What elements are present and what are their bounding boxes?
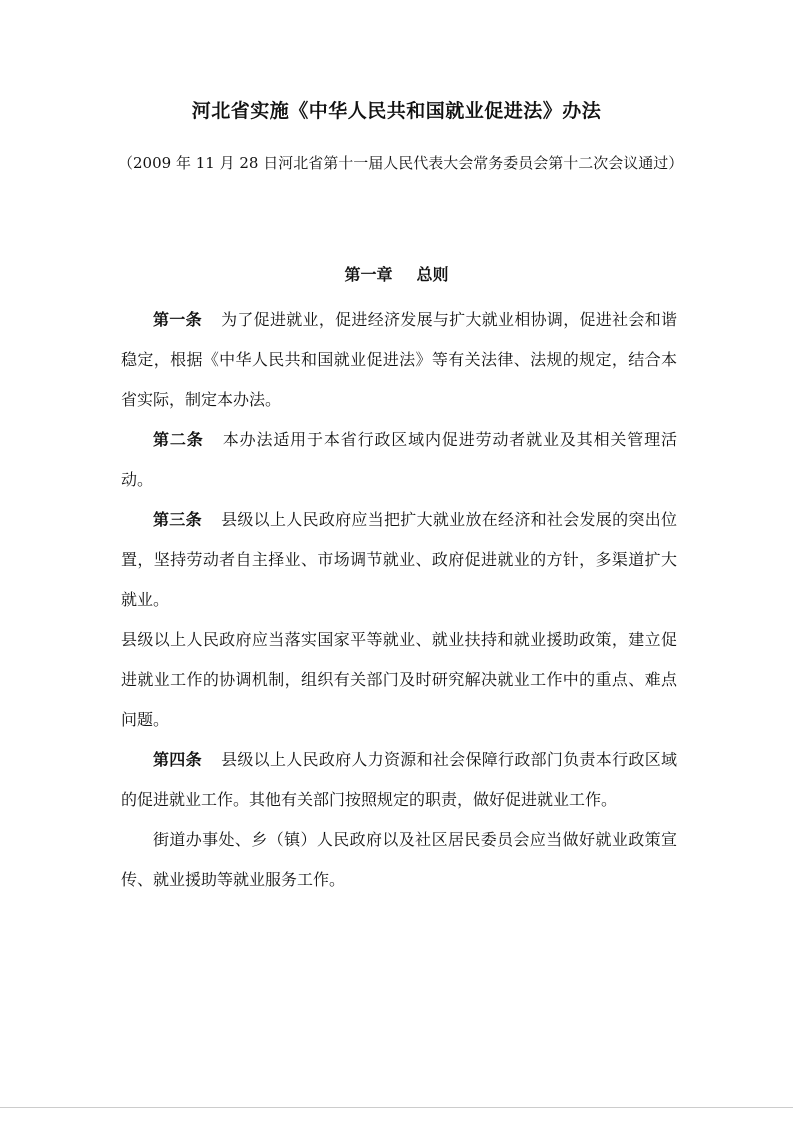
article-number: 第二条 <box>153 430 204 449</box>
article-text: 县级以上人民政府应当落实国家平等就业、就业扶持和就业援助政策，建立促进就业工作的协调机制，组织有关部门及时研究解决就业工作中的重点、难点问题。 <box>121 630 677 729</box>
article-paragraph <box>121 300 677 420</box>
article-text: 街道办事处、乡（镇）人民政府以及社区居民委员会应当做好就业政策宣传、就业援助等就业服务工作。 <box>121 830 677 889</box>
article-text: 县级以上人民政府应当把扩大就业放在经济和社会发展的突出位置，坚持劳动者自主择业、市场调节就业、政府促进就业的方针，多渠道扩大就业。 <box>121 510 677 609</box>
article-paragraph <box>121 500 677 620</box>
document-title: 河北省实施《中华人民共和国就业促进法》办法 <box>191 100 602 122</box>
article-text: 本办法适用于本省行政区域内促进劳动者就业及其相关管理活动。 <box>121 430 677 489</box>
article-text: 为了促进就业，促进经济发展与扩大就业相协调，促进社会和谐稳定，根据《中华人民共和国就业促进法》等有关法律、法规的规定，结合本省实际，制定本办法。 <box>121 310 677 409</box>
document-body <box>121 300 677 900</box>
article-sub-paragraph <box>121 820 677 900</box>
article-text: 县级以上人民政府人力资源和社会保障行政部门负责本行政区域的促进就业工作。其他有关部门按照规定的职责，做好促进就业工作。 <box>121 750 677 809</box>
article-paragraph <box>121 740 677 820</box>
document-subtitle: （2009 年 11 月 28 日河北省第十一届人民代表大会常务委员会第十二次会议通过） <box>118 154 684 172</box>
article-number: 第三条 <box>153 510 202 529</box>
article-number: 第一条 <box>153 310 202 329</box>
chapter-heading <box>0 262 793 285</box>
article-number: 第四条 <box>153 750 202 769</box>
article-sub-paragraph <box>121 620 677 740</box>
page-bottom-divider <box>0 1107 793 1108</box>
article-paragraph <box>121 420 677 500</box>
chapter-number: 第一章 <box>344 265 393 284</box>
chapter-name: 总则 <box>416 265 449 284</box>
